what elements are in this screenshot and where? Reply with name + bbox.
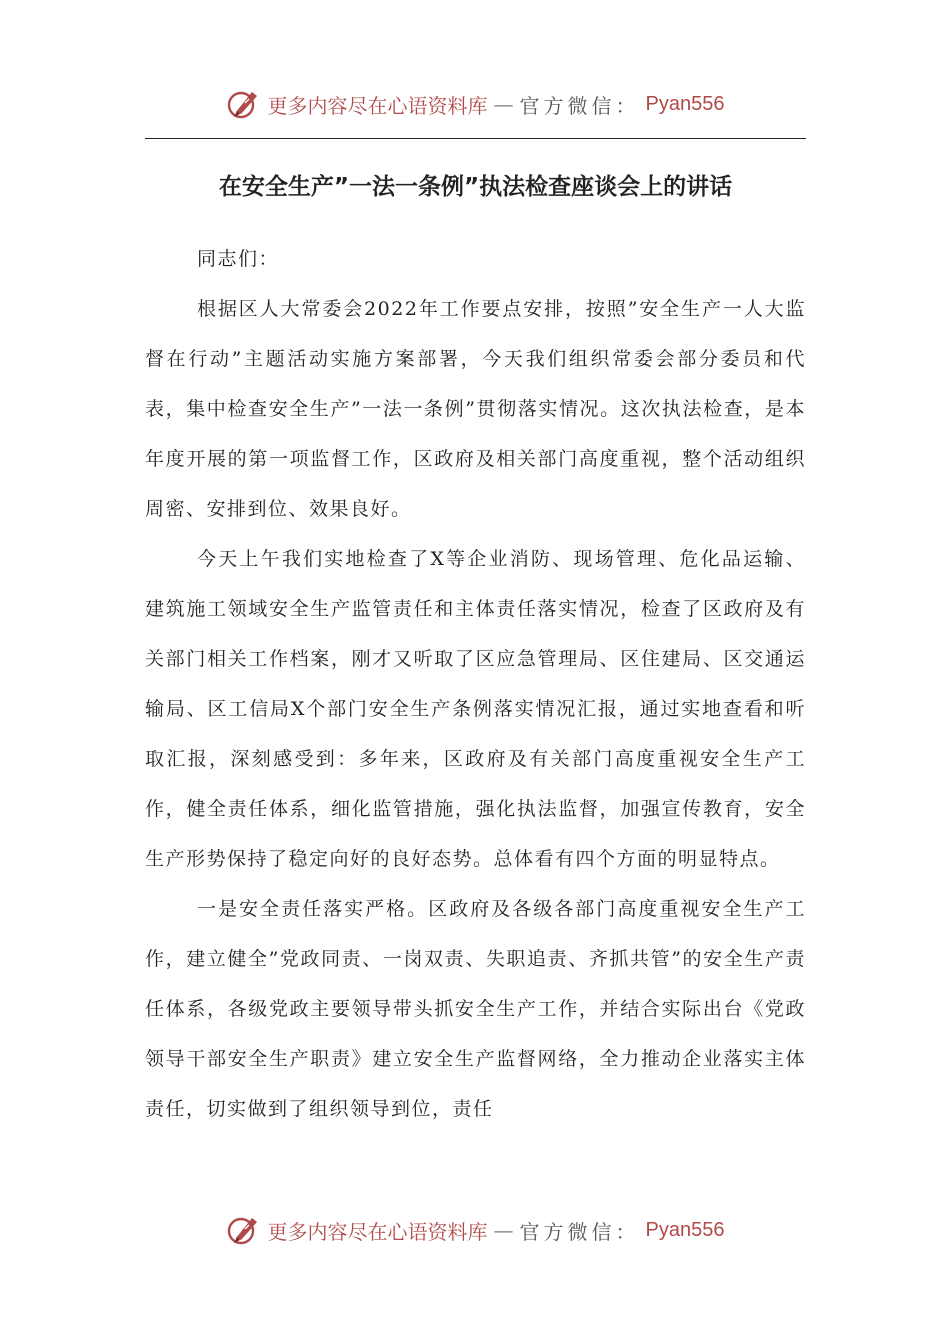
watermark-brand: 更多内容尽在心语资料库 <box>267 93 488 118</box>
header-watermark <box>0 82 950 126</box>
watermark-wechat-id: Pyan556 <box>645 92 725 115</box>
paragraph-1: 根据区人大常委会2022年工作要点安排，按照”安全生产一人大监督在行动”主题活动实施方案部署，今天我们组织常委会部分委员和代表，集中检查安全生产”一法一条例”贯彻落实情况。这次执法检查，是本年度开展的第一项监督工作，区政府及相关部门高度重视，整个活动组织周密、安排到位、效果良好。 <box>145 298 806 520</box>
footer-watermark <box>0 1208 950 1252</box>
watermark-separator: — <box>493 92 514 116</box>
salutation: 同志们： <box>197 248 280 270</box>
watermark-official-label: 官方微信： <box>519 93 640 118</box>
watermark-official-label: 官方微信： <box>519 1219 640 1244</box>
pen-nib-circle-icon <box>226 1212 262 1248</box>
watermark-separator: — <box>493 1218 514 1242</box>
paragraph-3: 一是安全责任落实严格。区政府及各级各部门高度重视安全生产工作，建立健全”党政同责、一岗双责、失职追责、齐抓共管”的安全生产责任体系，各级党政主要领导带头抓安全生产工作，并结合实际出台《党政领导干部安全生产职责》建立安全生产监督网络，全力推动企业落实主体责任，切实做到了组织领导到位，责任 <box>145 898 806 1120</box>
paragraph-2: 今天上午我们实地检查了X等企业消防、现场管理、危化品运输、建筑施工领域安全生产监管责任和主体责任落实情况，检查了区政府及有关部门相关工作档案，刚才又听取了区应急管理局、区住建局、区交通运输局、区工信局X个部门安全生产条例落实情况汇报，通过实地查看和听取汇报，深刻感受到：多年来，区政府及有关部门高度重视安全生产工作，健全责任体系，细化监管措施，强化执法监督，加强宣传教育，安全生产形势保持了稳定向好的良好态势。总体看有四个方面的明显特点。 <box>145 548 806 870</box>
watermark-brand: 更多内容尽在心语资料库 <box>267 1219 488 1244</box>
document-title: 在安全生产”一法一条例”执法检查座谈会上的讲话 <box>218 174 733 200</box>
pen-nib-circle-icon <box>226 86 262 122</box>
document-body <box>145 234 806 1134</box>
header-divider <box>145 138 806 139</box>
watermark-wechat-id: Pyan556 <box>645 1218 725 1241</box>
